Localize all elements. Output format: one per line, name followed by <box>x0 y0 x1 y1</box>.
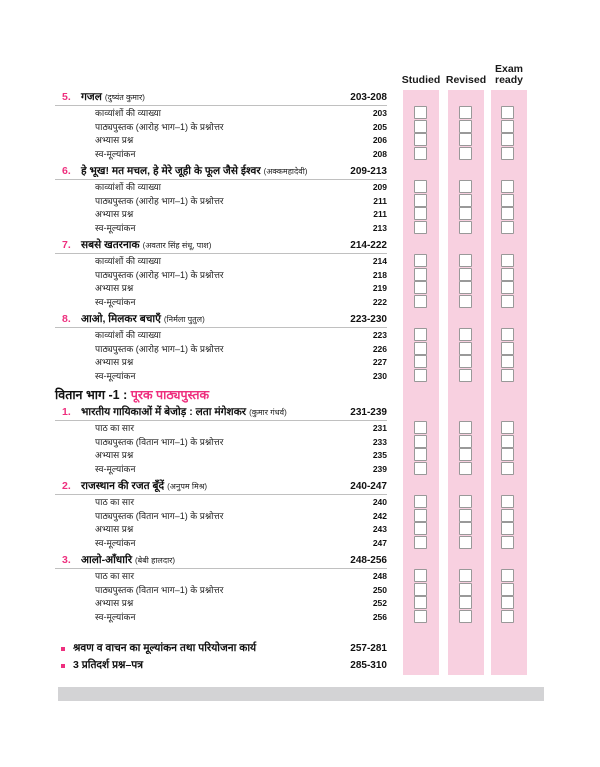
subitem-page-number: 250 <box>372 584 387 595</box>
toc-subitem-row <box>55 462 528 476</box>
revised-checkbox[interactable] <box>459 569 472 582</box>
chapter-title-row <box>55 553 528 569</box>
revised-checkbox[interactable] <box>459 207 472 220</box>
exam-ready-checkbox[interactable] <box>501 462 514 475</box>
toc-subitem-row <box>55 147 528 161</box>
revised-checkbox[interactable] <box>459 281 472 294</box>
revised-checkbox[interactable] <box>459 355 472 368</box>
subitem-label: पाठ्यपुस्तक (आरोह भाग–1) के प्रश्नोत्तर <box>95 269 224 280</box>
chapter-page-range: 214-222 <box>350 240 387 251</box>
summary-row <box>55 658 387 675</box>
studied-checkbox[interactable] <box>414 583 427 596</box>
toc-subitem-row <box>55 369 528 383</box>
chapter-title: भारतीय गायिकाओं में बेजोड़ : लता मंगेशकर <box>81 406 247 418</box>
subitem-page-number: 205 <box>372 121 387 132</box>
toc-subitem-row <box>55 180 528 194</box>
revised-checkbox[interactable] <box>459 147 472 160</box>
chapter-block <box>55 90 528 160</box>
studied-checkbox[interactable] <box>414 596 427 609</box>
revised-checkbox[interactable] <box>459 369 472 382</box>
studied-checkbox[interactable] <box>414 133 427 146</box>
chapter-number: 7. <box>62 239 71 251</box>
studied-column-header: Studied <box>401 74 441 86</box>
chapter-title-row <box>55 90 528 106</box>
studied-checkbox[interactable] <box>414 421 427 434</box>
revised-checkbox[interactable] <box>459 328 472 341</box>
subitem-label: स्व-मूल्यांकन <box>95 463 136 474</box>
chapter-title: राजस्थान की रजत बूँदें <box>81 480 165 492</box>
exam-ready-checkbox[interactable] <box>501 596 514 609</box>
exam-ready-checkbox[interactable] <box>501 207 514 220</box>
table-of-contents <box>55 90 528 675</box>
toc-subitem-row <box>55 281 528 295</box>
studied-checkbox[interactable] <box>414 295 427 308</box>
chapter-author: (कुमार गंधर्व) <box>249 408 287 417</box>
exam-ready-checkbox[interactable] <box>501 435 514 448</box>
subitem-page-number: 208 <box>372 148 387 159</box>
chapter-number: 6. <box>62 165 71 177</box>
subitem-label: पाठ का सार <box>95 497 135 507</box>
subitem-label: अभ्यास प्रश्न <box>95 524 134 534</box>
revised-checkbox[interactable] <box>459 448 472 461</box>
subitem-label: पाठ्यपुस्तक (आरोह भाग–1) के प्रश्नोत्तर <box>95 343 224 354</box>
exam-ready-checkbox[interactable] <box>501 194 514 207</box>
exam-ready-checkbox[interactable] <box>501 421 514 434</box>
toc-subitem-row <box>55 435 528 449</box>
subitem-label: पाठ का सार <box>95 571 135 581</box>
subitem-page-number: 248 <box>372 571 387 581</box>
chapter-number: 3. <box>62 554 71 566</box>
bullet-icon <box>61 647 65 651</box>
exam-ready-checkbox[interactable] <box>501 610 514 623</box>
chapter-number: 8. <box>62 313 71 325</box>
subitem-page-number: 230 <box>372 370 387 381</box>
subitem-page-number: 243 <box>372 524 387 534</box>
exam-ready-checkbox[interactable] <box>501 268 514 281</box>
revised-checkbox[interactable] <box>459 462 472 475</box>
toc-subitem-row <box>55 342 528 356</box>
toc-subitem-row <box>55 569 528 583</box>
toc-subitem-row <box>55 120 528 134</box>
revised-checkbox[interactable] <box>459 435 472 448</box>
chapter-block <box>55 405 528 475</box>
subitem-label: पाठ्यपुस्तक (वितान भाग–1) के प्रश्नोत्तर <box>95 510 224 521</box>
studied-checkbox[interactable] <box>414 281 427 294</box>
studied-checkbox[interactable] <box>414 509 427 522</box>
chapter-title-row <box>55 164 528 180</box>
toc-subitem-row <box>55 509 528 523</box>
studied-checkbox[interactable] <box>414 207 427 220</box>
chapter-page-range: 240-247 <box>350 481 387 492</box>
toc-subitem-row <box>55 421 528 435</box>
studied-checkbox[interactable] <box>414 462 427 475</box>
exam-ready-checkbox[interactable] <box>501 522 514 535</box>
studied-checkbox[interactable] <box>414 522 427 535</box>
revised-checkbox[interactable] <box>459 596 472 609</box>
subitem-page-number: 226 <box>372 343 387 354</box>
studied-checkbox[interactable] <box>414 342 427 355</box>
chapter-author: (दुष्यंत कुमार) <box>104 93 145 102</box>
subitem-page-number: 209 <box>372 182 387 192</box>
subitem-label: अभ्यास प्रश्न <box>95 598 134 608</box>
subitem-label: पाठ्यपुस्तक (वितान भाग–1) के प्रश्नोत्तर <box>95 436 224 447</box>
exam-ready-column-header: Exam ready <box>494 63 524 86</box>
chapter-page-range: 203-208 <box>350 92 387 103</box>
studied-checkbox[interactable] <box>414 569 427 582</box>
toc-subitem-row <box>55 194 528 208</box>
revised-checkbox[interactable] <box>459 522 472 535</box>
chapter-title: आलो-आँधारि <box>81 554 132 566</box>
revised-checkbox[interactable] <box>459 120 472 133</box>
subitem-label: पाठ का सार <box>95 423 135 433</box>
exam-ready-checkbox[interactable] <box>501 342 514 355</box>
chapter-title-row <box>55 405 528 421</box>
toc-subitem-row <box>55 295 528 309</box>
exam-ready-checkbox[interactable] <box>501 569 514 582</box>
toc-subitem-row <box>55 268 528 282</box>
studied-checkbox[interactable] <box>414 610 427 623</box>
subitem-page-number: 222 <box>372 296 387 307</box>
studied-checkbox[interactable] <box>414 328 427 341</box>
chapter-page-range: 248-256 <box>350 555 387 566</box>
chapter-title-row <box>55 238 528 254</box>
chapter-block <box>55 479 528 549</box>
subitem-label: अभ्यास प्रश्न <box>95 135 134 145</box>
revised-checkbox[interactable] <box>459 536 472 549</box>
revised-checkbox[interactable] <box>459 180 472 193</box>
subitem-label: काव्यांशों की व्याख्या <box>95 256 162 266</box>
footer-bar <box>58 687 544 701</box>
studied-checkbox[interactable] <box>414 448 427 461</box>
exam-ready-checkbox[interactable] <box>501 495 514 508</box>
studied-checkbox[interactable] <box>414 268 427 281</box>
section-header <box>55 386 528 404</box>
subitem-page-number: 231 <box>372 423 387 433</box>
revised-checkbox[interactable] <box>459 495 472 508</box>
studied-checkbox[interactable] <box>414 194 427 207</box>
exam-ready-checkbox[interactable] <box>501 536 514 549</box>
studied-checkbox[interactable] <box>414 180 427 193</box>
revised-column-header: Revised <box>445 74 487 86</box>
bullet-icon <box>61 664 65 668</box>
studied-checkbox[interactable] <box>414 221 427 234</box>
toc-subitem-row <box>55 596 528 610</box>
subitem-label: स्व-मूल्यांकन <box>95 222 136 233</box>
summary-page-range: 257-281 <box>350 643 387 654</box>
toc-subitem-row <box>55 495 528 509</box>
studied-checkbox[interactable] <box>414 495 427 508</box>
revised-checkbox[interactable] <box>459 221 472 234</box>
revised-checkbox[interactable] <box>459 509 472 522</box>
subitem-page-number: 223 <box>372 330 387 340</box>
subitem-page-number: 206 <box>372 135 387 145</box>
subitem-page-number: 247 <box>372 537 387 548</box>
studied-checkbox[interactable] <box>414 369 427 382</box>
revised-checkbox[interactable] <box>459 254 472 267</box>
subitem-page-number: 219 <box>372 283 387 293</box>
chapter-author: (अनुपम मिश्र) <box>167 482 208 491</box>
subitem-label: पाठ्यपुस्तक (आरोह भाग–1) के प्रश्नोत्तर <box>95 195 224 206</box>
subitem-label: अभ्यास प्रश्न <box>95 357 134 367</box>
chapter-title: हे भूख! मत मचल, हे मेरे जूही के फूल जैसे ईश्वर <box>81 165 261 177</box>
exam-ready-checkbox[interactable] <box>501 355 514 368</box>
exam-ready-checkbox[interactable] <box>501 221 514 234</box>
subitem-page-number: 211 <box>373 195 387 206</box>
chapter-number: 1. <box>62 406 71 418</box>
studied-checkbox[interactable] <box>414 254 427 267</box>
toc-subitem-row <box>55 355 528 369</box>
summary-row <box>55 641 387 658</box>
subitem-label: काव्यांशों की व्याख्या <box>95 330 162 340</box>
chapter-number: 2. <box>62 480 71 492</box>
subitem-page-number: 203 <box>372 108 387 118</box>
revised-checkbox[interactable] <box>459 610 472 623</box>
subitem-page-number: 213 <box>372 222 387 233</box>
subitem-label: पाठ्यपुस्तक (आरोह भाग–1) के प्रश्नोत्तर <box>95 121 224 132</box>
studied-checkbox[interactable] <box>414 120 427 133</box>
summary-label: 3 प्रतिदर्श प्रश्न–पत्र <box>73 659 144 671</box>
toc-subitem-row <box>55 328 528 342</box>
exam-ready-checkbox[interactable] <box>501 281 514 294</box>
exam-ready-checkbox[interactable] <box>501 369 514 382</box>
revised-checkbox[interactable] <box>459 421 472 434</box>
subitem-label: अभ्यास प्रश्न <box>95 283 134 293</box>
revised-checkbox[interactable] <box>459 295 472 308</box>
chapter-title-row <box>55 312 528 328</box>
chapter-author: (बेबी हालदार) <box>135 556 176 565</box>
subitem-label: अभ्यास प्रश्न <box>95 209 134 219</box>
studied-checkbox[interactable] <box>414 147 427 160</box>
toc-subitem-row <box>55 106 528 120</box>
subitem-page-number: 233 <box>372 436 387 447</box>
revised-checkbox[interactable] <box>459 106 472 119</box>
subitem-page-number: 256 <box>372 611 387 622</box>
chapter-title: गजल <box>81 91 102 103</box>
chapter-block <box>55 238 528 308</box>
exam-ready-checkbox[interactable] <box>501 106 514 119</box>
subitem-label: अभ्यास प्रश्न <box>95 450 134 460</box>
toc-subitem-row <box>55 448 528 462</box>
exam-ready-checkbox[interactable] <box>501 583 514 596</box>
section-title-prefix: वितान भाग -1 : <box>55 388 131 402</box>
studied-checkbox[interactable] <box>414 536 427 549</box>
chapter-block <box>55 164 528 234</box>
toc-subitem-row <box>55 133 528 147</box>
exam-ready-checkbox[interactable] <box>501 254 514 267</box>
summary-label: श्रवण व वाचन का मूल्यांकन तथा परियोजना कार्य <box>73 642 257 654</box>
subitem-page-number: 227 <box>372 357 387 367</box>
toc-subitem-row <box>55 583 528 597</box>
subitem-label: स्व-मूल्यांकन <box>95 370 136 381</box>
revised-checkbox[interactable] <box>459 342 472 355</box>
studied-checkbox[interactable] <box>414 106 427 119</box>
subitem-page-number: 235 <box>372 450 387 460</box>
studied-checkbox[interactable] <box>414 355 427 368</box>
subitem-page-number: 242 <box>372 510 387 521</box>
chapter-page-range: 231-239 <box>350 407 387 418</box>
chapter-title: सबसे खतरनाक <box>81 239 140 251</box>
chapter-page-range: 223-230 <box>350 314 387 325</box>
subitem-label: स्व-मूल्यांकन <box>95 537 136 548</box>
chapter-author: (अक्कमहादेवी) <box>263 167 308 176</box>
toc-subitem-row <box>55 254 528 268</box>
subitem-page-number: 240 <box>372 497 387 507</box>
summary-page-range: 285-310 <box>350 660 387 671</box>
subitem-label: काव्यांशों की व्याख्या <box>95 108 162 118</box>
exam-ready-checkbox[interactable] <box>501 509 514 522</box>
subitem-label: काव्यांशों की व्याख्या <box>95 182 162 192</box>
exam-ready-checkbox[interactable] <box>501 120 514 133</box>
exam-ready-checkbox[interactable] <box>501 180 514 193</box>
chapter-author: (निर्मला पुतुल) <box>163 315 205 324</box>
chapter-number: 5. <box>62 91 71 103</box>
revised-checkbox[interactable] <box>459 268 472 281</box>
exam-ready-checkbox[interactable] <box>501 133 514 146</box>
subitem-page-number: 218 <box>372 269 387 280</box>
exam-ready-checkbox[interactable] <box>501 295 514 308</box>
subitem-label: स्व-मूल्यांकन <box>95 148 136 159</box>
subitem-label: स्व-मूल्यांकन <box>95 296 136 307</box>
exam-ready-checkbox[interactable] <box>501 147 514 160</box>
chapter-title-row <box>55 479 528 495</box>
chapter-title: आओ, मिलकर बचाएँ <box>81 313 161 325</box>
chapter-author: (अवतार सिंह संधू, पाश) <box>142 241 212 250</box>
subitem-label: पाठ्यपुस्तक (वितान भाग–1) के प्रश्नोत्तर <box>95 584 224 595</box>
subitem-page-number: 211 <box>373 209 387 219</box>
subitem-page-number: 252 <box>372 598 387 608</box>
subitem-page-number: 239 <box>372 463 387 474</box>
section-title-highlight: पूरक पाठ्यपुस्तक <box>130 388 210 402</box>
exam-ready-checkbox[interactable] <box>501 448 514 461</box>
chapter-block <box>55 553 528 623</box>
chapter-block <box>55 312 528 382</box>
toc-subitem-row <box>55 610 528 624</box>
toc-subitem-row <box>55 207 528 221</box>
toc-subitem-row <box>55 522 528 536</box>
toc-subitem-row <box>55 536 528 550</box>
revised-checkbox[interactable] <box>459 583 472 596</box>
revised-checkbox[interactable] <box>459 133 472 146</box>
chapter-page-range: 209-213 <box>350 166 387 177</box>
toc-subitem-row <box>55 221 528 235</box>
subitem-page-number: 214 <box>372 256 387 266</box>
subitem-label: स्व-मूल्यांकन <box>95 611 136 622</box>
studied-checkbox[interactable] <box>414 435 427 448</box>
exam-ready-checkbox[interactable] <box>501 328 514 341</box>
revised-checkbox[interactable] <box>459 194 472 207</box>
